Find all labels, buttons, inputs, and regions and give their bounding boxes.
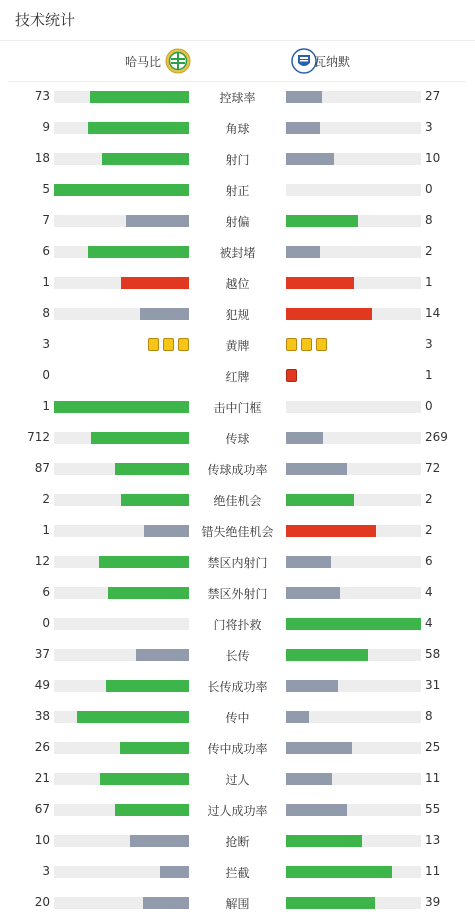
stat-label: 绝佳机会 (213, 494, 262, 508)
away-bar-track (286, 494, 421, 506)
stat-row (0, 453, 475, 484)
away-bar-fill (286, 866, 392, 878)
home-value: 38 (34, 709, 50, 723)
home-bar-fill (88, 246, 189, 258)
home-bar-track (54, 711, 189, 723)
home-value: 712 (27, 430, 50, 444)
stat-row (0, 174, 475, 205)
stat-label: 禁区内射门 (207, 556, 268, 570)
yellow-card-icon (178, 338, 189, 351)
stat-label: 角球 (225, 122, 250, 136)
away-bar-track (286, 618, 421, 630)
away-value: 31 (425, 678, 441, 692)
home-bar-fill (126, 215, 189, 227)
away-bar-track (286, 91, 421, 103)
away-value: 4 (425, 585, 433, 599)
home-bar-track (54, 463, 189, 475)
away-bar-fill (286, 122, 320, 134)
away-bar-track (286, 711, 421, 723)
away-bar-fill (286, 153, 334, 165)
home-bar-fill (108, 587, 189, 599)
home-bar-track (54, 153, 189, 165)
stat-label: 黄牌 (225, 339, 250, 353)
away-value: 269 (425, 430, 448, 444)
stat-label: 传球 (225, 432, 250, 446)
home-bar-track (54, 308, 189, 320)
away-bar-fill (286, 618, 421, 630)
home-bar-track (54, 618, 189, 630)
away-bar-fill (286, 494, 354, 506)
home-bar-track (54, 215, 189, 227)
stat-label: 过人成功率 (207, 804, 268, 818)
home-bar-track (54, 494, 189, 506)
stat-row (0, 794, 475, 825)
yellow-card-icon (163, 338, 174, 351)
home-bar-fill (77, 711, 189, 723)
away-bar-track (286, 680, 421, 692)
away-bar-fill (286, 680, 338, 692)
home-bar-fill (115, 804, 189, 816)
away-bar-track (286, 463, 421, 475)
stat-label: 传球成功率 (207, 463, 268, 477)
stat-row (0, 515, 475, 546)
home-value: 87 (34, 461, 50, 475)
stat-label: 门将扑救 (213, 618, 262, 632)
home-yellow-cards (144, 338, 189, 352)
home-bar-fill (121, 277, 189, 289)
stats-list (0, 81, 475, 918)
away-bar-track (286, 897, 421, 909)
home-value: 37 (34, 647, 50, 661)
stat-label: 击中门框 (213, 401, 262, 415)
stat-row (0, 670, 475, 701)
away-value: 6 (425, 554, 433, 568)
away-bar-fill (286, 649, 368, 661)
away-bar-track (286, 649, 421, 661)
away-value: 4 (425, 616, 433, 630)
away-yellow-cards (286, 338, 331, 352)
away-bar-track (286, 184, 421, 196)
stat-row (0, 143, 475, 174)
away-bar-fill (286, 277, 354, 289)
away-bar-fill (286, 308, 372, 320)
away-value: 2 (425, 523, 433, 537)
home-bar-track (54, 122, 189, 134)
home-bar-fill (54, 184, 189, 196)
away-bar-track (286, 215, 421, 227)
home-bar-track (54, 246, 189, 258)
stat-row (0, 391, 475, 422)
away-bar-fill (286, 91, 322, 103)
away-value: 11 (425, 771, 441, 785)
away-bar-track (286, 556, 421, 568)
away-value: 2 (425, 492, 433, 506)
stat-row (0, 112, 475, 143)
home-team-name[interactable]: 哈马比 (124, 55, 161, 69)
away-bar-track (286, 246, 421, 258)
stat-label: 犯规 (225, 308, 250, 322)
stat-row (0, 81, 475, 112)
away-value: 2 (425, 244, 433, 258)
home-value: 67 (34, 802, 50, 816)
stat-label: 过人 (225, 773, 250, 787)
home-bar-track (54, 897, 189, 909)
home-value: 3 (42, 864, 50, 878)
stat-row (0, 608, 475, 639)
home-value: 6 (42, 244, 50, 258)
stat-label: 控球率 (219, 91, 256, 105)
stat-row (0, 329, 475, 360)
away-bar-track (286, 401, 421, 413)
stat-row (0, 825, 475, 856)
away-value: 1 (425, 368, 433, 382)
home-value: 26 (34, 740, 50, 754)
home-bar-track (54, 866, 189, 878)
home-value: 1 (42, 275, 50, 289)
away-value: 55 (425, 802, 441, 816)
home-bar-track (54, 649, 189, 661)
home-bar-fill (130, 835, 189, 847)
stat-row (0, 701, 475, 732)
away-red-cards (286, 369, 301, 383)
home-bar-fill (100, 773, 189, 785)
away-value: 27 (425, 89, 441, 103)
away-bar-track (286, 277, 421, 289)
away-bar-track (286, 742, 421, 754)
away-bar-fill (286, 525, 376, 537)
home-bar-fill (106, 680, 189, 692)
away-value: 3 (425, 337, 433, 351)
home-value: 0 (42, 616, 50, 630)
away-value: 8 (425, 709, 433, 723)
stat-label: 传中 (225, 711, 250, 725)
away-team-name[interactable]: 瓦纳默 (314, 55, 351, 69)
home-bar-track (54, 184, 189, 196)
home-bar-fill (140, 308, 189, 320)
home-bar-fill (121, 494, 189, 506)
yellow-card-icon (148, 338, 159, 351)
away-value: 10 (425, 151, 441, 165)
away-bar-fill (286, 742, 352, 754)
stat-label: 射偏 (225, 215, 250, 229)
home-bar-fill (54, 401, 189, 413)
home-bar-fill (88, 122, 189, 134)
away-bar-track (286, 866, 421, 878)
stat-label: 越位 (225, 277, 250, 291)
home-bar-track (54, 525, 189, 537)
stat-label: 传中成功率 (207, 742, 268, 756)
away-bar-track (286, 835, 421, 847)
stat-label: 长传成功率 (207, 680, 268, 694)
home-value: 6 (42, 585, 50, 599)
away-value: 0 (425, 399, 433, 413)
away-bar-track (286, 525, 421, 537)
stat-row (0, 236, 475, 267)
stat-label: 拦截 (225, 866, 250, 880)
divider (0, 40, 475, 41)
home-value: 2 (42, 492, 50, 506)
stat-row (0, 763, 475, 794)
away-bar-fill (286, 432, 323, 444)
home-bar-track (54, 91, 189, 103)
home-bar-fill (160, 866, 189, 878)
home-value: 8 (42, 306, 50, 320)
home-value: 0 (42, 368, 50, 382)
hammarby-crest-icon[interactable] (165, 48, 191, 74)
home-value: 3 (42, 337, 50, 351)
away-bar-track (286, 773, 421, 785)
away-value: 72 (425, 461, 441, 475)
red-card-icon (286, 369, 297, 382)
home-bar-track (54, 587, 189, 599)
stat-row (0, 577, 475, 608)
stat-row (0, 422, 475, 453)
stat-label: 射正 (225, 184, 250, 198)
away-bar-fill (286, 711, 309, 723)
stat-row (0, 267, 475, 298)
yellow-card-icon (286, 338, 297, 351)
away-bar-fill (286, 835, 362, 847)
away-bar-track (286, 804, 421, 816)
stat-row (0, 639, 475, 670)
home-value: 1 (42, 399, 50, 413)
home-bar-track (54, 432, 189, 444)
away-bar-fill (286, 897, 375, 909)
away-value: 39 (425, 895, 441, 909)
away-bar-track (286, 432, 421, 444)
stat-row (0, 298, 475, 329)
home-bar-track (54, 742, 189, 754)
home-bar-fill (136, 649, 189, 661)
home-value: 9 (42, 120, 50, 134)
home-value: 10 (34, 833, 50, 847)
away-value: 8 (425, 213, 433, 227)
stat-label: 被封堵 (219, 246, 256, 260)
away-bar-track (286, 122, 421, 134)
home-bar-fill (143, 897, 189, 909)
home-value: 20 (34, 895, 50, 909)
home-value: 21 (34, 771, 50, 785)
away-value: 1 (425, 275, 433, 289)
stat-label: 禁区外射门 (207, 587, 268, 601)
away-bar-fill (286, 773, 332, 785)
away-bar-fill (286, 215, 358, 227)
stat-label: 抢断 (225, 835, 250, 849)
home-bar-fill (120, 742, 189, 754)
stat-row (0, 732, 475, 763)
away-bar-track (286, 587, 421, 599)
away-bar-track (286, 153, 421, 165)
home-value: 12 (34, 554, 50, 568)
page-title: 技术统计 (15, 11, 76, 29)
home-bar-track (54, 277, 189, 289)
away-value: 0 (425, 182, 433, 196)
away-value: 3 (425, 120, 433, 134)
stat-label: 长传 (225, 649, 250, 663)
home-value: 49 (34, 678, 50, 692)
yellow-card-icon (301, 338, 312, 351)
home-bar-track (54, 835, 189, 847)
home-bar-track (54, 804, 189, 816)
away-bar-fill (286, 587, 340, 599)
stat-row (0, 484, 475, 515)
home-value: 7 (42, 213, 50, 227)
home-value: 5 (42, 182, 50, 196)
away-value: 13 (425, 833, 441, 847)
stat-row (0, 360, 475, 391)
home-bar-track (54, 556, 189, 568)
home-bar-track (54, 401, 189, 413)
away-value: 58 (425, 647, 441, 661)
home-value: 1 (42, 523, 50, 537)
stat-label: 红牌 (225, 370, 250, 384)
home-bar-fill (115, 463, 189, 475)
home-bar-track (54, 680, 189, 692)
away-bar-fill (286, 463, 347, 475)
stat-label: 解围 (225, 897, 250, 911)
home-bar-track (54, 773, 189, 785)
away-bar-fill (286, 556, 331, 568)
home-bar-fill (90, 91, 189, 103)
stat-label: 错失绝佳机会 (201, 525, 274, 539)
away-value: 11 (425, 864, 441, 878)
away-bar-fill (286, 804, 347, 816)
team-header (0, 46, 475, 76)
away-value: 14 (425, 306, 441, 320)
stat-row (0, 546, 475, 577)
yellow-card-icon (316, 338, 327, 351)
home-bar-fill (91, 432, 189, 444)
home-value: 73 (34, 89, 50, 103)
home-bar-fill (102, 153, 189, 165)
stat-row (0, 205, 475, 236)
home-bar-fill (144, 525, 189, 537)
stat-row (0, 856, 475, 887)
away-bar-fill (286, 246, 320, 258)
away-value: 25 (425, 740, 441, 754)
stat-row (0, 887, 475, 918)
away-bar-track (286, 308, 421, 320)
home-bar-fill (99, 556, 189, 568)
home-value: 18 (34, 151, 50, 165)
stat-label: 射门 (225, 153, 250, 167)
